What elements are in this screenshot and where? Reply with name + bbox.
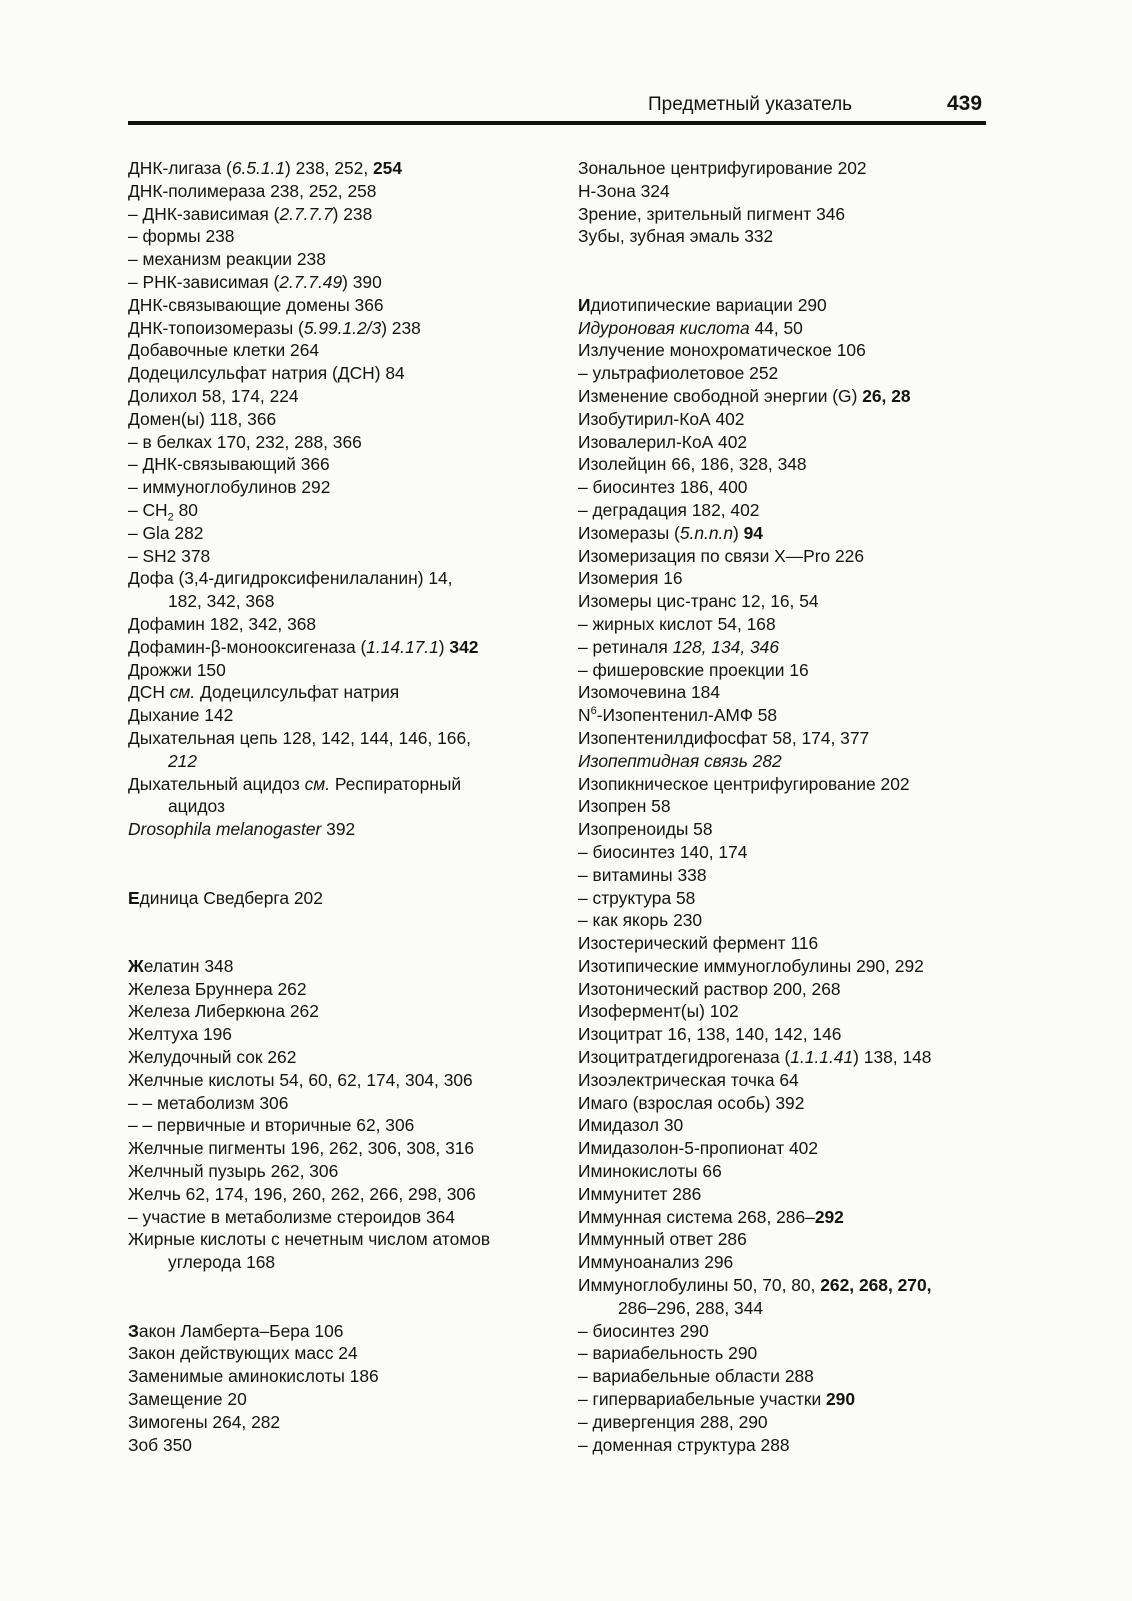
index-entry-text: H-Зона 324 [578, 180, 670, 201]
index-entry [578, 818, 998, 841]
index-entry-text: ДНК-лигаза ( [128, 158, 232, 178]
index-entry-text: 182, 342, 368 [168, 591, 275, 612]
index-entry-text: Изотипические иммуноглобулины 290, 292 [578, 955, 924, 976]
index-entry [578, 1274, 998, 1297]
index-entry-text: Изомеры цис-транс 12, 16, 54 [578, 591, 819, 612]
index-entry-text: Drosophila melanogaster [128, 819, 322, 840]
index-entry-text: 80 [173, 499, 198, 520]
index-entry-text: – механизм реакции 238 [128, 249, 326, 270]
index-entry [128, 271, 568, 294]
index-entry-text: 6.5.1.1 [231, 158, 286, 178]
index-entry [578, 1297, 998, 1320]
index-entry [128, 727, 568, 750]
index-entry-text: Зимогены 264, 282 [128, 1411, 281, 1432]
index-entry [128, 1228, 568, 1251]
index-entry-text: 2 [167, 511, 174, 524]
index-entry-text: Имидазол 30 [578, 1115, 684, 1136]
index-entry [128, 773, 568, 796]
index-entry-text: Дофа (3,4-дигидроксифенилаланин) 14, [128, 568, 453, 589]
index-entry [578, 1114, 998, 1137]
index-entry-text: ДНК-связывающие домены 366 [128, 294, 384, 315]
index-entry [128, 1000, 568, 1023]
index-entry [578, 1228, 998, 1251]
index-entry-text: ) 238 [332, 203, 373, 224]
index-entry-text: Изолейцин 66, 186, 328, 348 [578, 454, 807, 475]
index-entry-text: – вариабельность 290 [578, 1343, 758, 1364]
index-entry-text: – фишеровские проекции 16 [578, 659, 809, 680]
index-entry [128, 453, 568, 476]
index-entry-text: ацидоз [168, 796, 225, 817]
index-entry-text: ДСН [128, 682, 170, 703]
index-entry-text: ) 138, 148 [853, 1047, 932, 1068]
index-entry [128, 1046, 568, 1069]
index-entry-text: Е [128, 887, 140, 908]
index-entry-text: Изопептидная связь 282 [578, 750, 782, 771]
index-entry-text: Домен(ы) 118, 366 [128, 408, 277, 429]
index-entry-text: 342 [449, 636, 479, 657]
index-entry-text: – Gla 282 [128, 522, 204, 543]
page-number: 439 [947, 92, 983, 115]
index-entry-text: ) [733, 522, 744, 543]
index-entry [128, 750, 568, 773]
index-entry [128, 248, 568, 271]
index-entry-text: Изопентенилдифосфат 58, 174, 377 [578, 727, 870, 748]
index-entry-text: Ж [128, 955, 144, 976]
index-entry-text: Железа Либеркюна 262 [128, 1001, 319, 1022]
index-entry-text: Изоцитрат 16, 138, 140, 142, 146 [578, 1024, 842, 1045]
index-entry-text: -Изопентенил-АМФ 58 [596, 705, 778, 726]
index-entry-text: ) [438, 636, 450, 657]
index-entry-text: Излучение монохроматическое 106 [578, 340, 866, 361]
index-entry [578, 1342, 998, 1365]
index-entry-text: – как якорь 230 [578, 910, 703, 931]
index-entry-text: – ультрафиолетовое 252 [578, 363, 779, 384]
index-entry [128, 955, 568, 978]
index-entry [578, 773, 998, 796]
index-entry-text: – формы 238 [128, 226, 235, 247]
index-entry-text: – вариабельные области 288 [578, 1366, 814, 1387]
index-entry [578, 590, 998, 613]
index-entry [128, 567, 568, 590]
index-entry-text: акон Ламберта–Бера 106 [138, 1320, 344, 1341]
index-entry-text: Изобутирил-КоА 402 [578, 408, 745, 429]
index-entry-text: Дофамин 182, 342, 368 [128, 613, 317, 634]
index-entry-text: Изоэлектрическая точка 64 [578, 1069, 799, 1090]
index-entry-text: Иминокислоты 66 [578, 1161, 722, 1182]
index-entry [578, 681, 998, 704]
index-entry-text: – биосинтез 140, 174 [578, 841, 748, 862]
index-entry [128, 317, 568, 340]
index-entry [128, 408, 568, 431]
index-entry-text: 26, 28 [862, 385, 911, 406]
index-entry-text: – витамины 338 [578, 864, 707, 885]
index-entry [128, 476, 568, 499]
index-entry [578, 385, 998, 408]
index-entry-text: 2.7.7.49 [279, 271, 343, 292]
index-entry-text: Изменение свободной энергии (G) [578, 385, 863, 406]
index-entry-text: Респираторный [330, 773, 462, 794]
index-entry [578, 795, 998, 818]
index-entry [128, 499, 568, 522]
index-entry [128, 818, 568, 841]
index-entry [578, 1434, 998, 1457]
index-entry [128, 887, 568, 910]
index-entry [128, 203, 568, 226]
index-entry-text: Изопрен 58 [578, 796, 671, 817]
index-entry-text: Жирные кислоты с нечетным числом атомов [128, 1229, 491, 1250]
index-spacer [128, 864, 568, 887]
index-entry-text: – ДНК-зависимая ( [128, 203, 280, 224]
index-column-right [578, 157, 998, 1456]
index-entry [578, 932, 998, 955]
index-entry-text: 292 [814, 1206, 844, 1227]
index-entry [578, 225, 998, 248]
index-entry [578, 750, 998, 773]
index-entry [578, 453, 998, 476]
index-entry-text: – SH2 378 [128, 545, 211, 566]
index-entry-text: диотипические вариации 290 [590, 294, 827, 315]
index-entry [128, 795, 568, 818]
index-entry [128, 545, 568, 568]
index-entry-text: 5.99.1.2/3 [303, 317, 382, 338]
index-entry-text: 2.7.7.7 [279, 203, 333, 224]
index-entry [128, 636, 568, 659]
index-entry [128, 659, 568, 682]
index-entry-text: Зоб 350 [128, 1434, 192, 1455]
index-entry-text: 212 [168, 750, 198, 771]
index-spacer [128, 909, 568, 932]
index-entry [128, 681, 568, 704]
index-entry [128, 1160, 568, 1183]
index-entry [128, 1434, 568, 1457]
index-entry [578, 362, 998, 385]
index-entry-text: – структура 58 [578, 887, 696, 908]
index-entry-text: 290 [826, 1389, 856, 1410]
index-entry [128, 1411, 568, 1434]
index-column-left [128, 157, 568, 1456]
index-entry-text: – участие в метаболизме стероидов 364 [128, 1206, 456, 1227]
index-entry-text: 6 [590, 705, 597, 718]
index-entry-text: Изоцитратдегидрогеназа ( [578, 1047, 791, 1068]
index-entry [578, 887, 998, 910]
index-entry [128, 1206, 568, 1229]
index-entry-text: Иммунитет 286 [578, 1183, 702, 1204]
index-entry-text: 44, 50 [749, 317, 803, 338]
index-entry-text: диница Сведберга 202 [139, 887, 323, 908]
index-entry [128, 1342, 568, 1365]
index-entry [128, 1092, 568, 1115]
index-entry [128, 978, 568, 1001]
index-spacer [578, 248, 998, 271]
index-entry [578, 1365, 998, 1388]
index-entry-text: – гипервариабельные участки [578, 1389, 827, 1410]
index-entry [578, 408, 998, 431]
index-entry-text: Имаго (взрослая особь) 392 [578, 1092, 805, 1113]
index-entry [578, 522, 998, 545]
index-entry-text: Изомочевина 184 [578, 682, 721, 703]
index-entry [128, 1183, 568, 1206]
index-entry [128, 1251, 568, 1274]
index-entry-text: Изомерия 16 [578, 568, 683, 589]
index-entry [578, 157, 998, 180]
index-entry-text: ДНК-топоизомеразы ( [128, 317, 304, 338]
index-entry-text: ) 238, 252, [285, 158, 373, 178]
index-entry-text: углерода 168 [168, 1252, 276, 1273]
index-entry [578, 1411, 998, 1434]
index-entry-text: Зубы, зубная эмаль 332 [578, 226, 774, 247]
index-entry-text: З [128, 1320, 139, 1341]
index-entry [578, 1206, 998, 1229]
index-entry-text: Иммуноглобулины 50, 70, 80, [578, 1275, 821, 1296]
index-entry [578, 180, 998, 203]
index-entry [128, 590, 568, 613]
index-entry [578, 545, 998, 568]
index-entry-text: Желтуха 196 [128, 1024, 232, 1045]
header-rule [128, 121, 986, 125]
index-entry-text: – дивергенция 288, 290 [578, 1411, 768, 1432]
index-entry [128, 1388, 568, 1411]
index-entry [578, 1320, 998, 1343]
index-entry-text: Дыхательный ацидоз [128, 773, 305, 794]
index-entry-text: Желчные пигменты 196, 262, 306, 308, 316 [128, 1138, 475, 1159]
index-entry-text: ) 390 [342, 271, 382, 292]
index-entry-text: Добавочные клетки 264 [128, 340, 320, 361]
index-entry [578, 1388, 998, 1411]
index-spacer [128, 841, 568, 864]
index-entry [128, 704, 568, 727]
index-entry [128, 157, 568, 180]
index-entry-text: Желудочный сок 262 [128, 1047, 297, 1068]
index-spacer [578, 271, 998, 294]
index-entry-text: Желчь 62, 174, 196, 260, 262, 266, 298, 306 [128, 1183, 476, 1204]
index-entry-text: – иммуноглобулинов 292 [128, 477, 331, 498]
index-entry [578, 1160, 998, 1183]
index-entry-text: Дрожжи 150 [128, 659, 226, 680]
index-spacer [128, 1274, 568, 1297]
index-spacer [128, 932, 568, 955]
index-entry [128, 1137, 568, 1160]
index-entry-text: см. [169, 682, 196, 703]
index-entry [578, 978, 998, 1001]
index-entry-text: 254 [373, 158, 403, 178]
index-entry [578, 317, 998, 340]
index-entry-text: Дыхание 142 [128, 705, 234, 726]
index-entry-text: ДНК-полимераза 238, 252, 258 [128, 180, 377, 201]
index-entry [128, 1365, 568, 1388]
index-entry [578, 431, 998, 454]
index-entry [578, 841, 998, 864]
index-entry [128, 613, 568, 636]
index-entry-text: – ретиналя [578, 636, 673, 657]
index-entry-text: 94 [743, 522, 763, 543]
index-entry [578, 294, 998, 317]
index-entry-text: Иммунный ответ 286 [578, 1229, 747, 1250]
index-entry-text: – ДНК-связывающий 366 [128, 454, 330, 475]
index-entry-text: Изовалерил-КоА 402 [578, 431, 748, 452]
index-entry [578, 909, 998, 932]
index-entry [578, 1000, 998, 1023]
index-entry-text: – биосинтез 186, 400 [578, 477, 748, 498]
index-entry-text: Изофермент(ы) 102 [578, 1001, 739, 1022]
index-entry [578, 1023, 998, 1046]
index-entry [578, 1046, 998, 1069]
index-entry [128, 339, 568, 362]
index-entry-text: Дыхательная цепь 128, 142, 144, 146, 166, [128, 727, 471, 748]
index-entry-text: Зональное центрифугирование 202 [578, 158, 867, 178]
index-spacer [128, 1297, 568, 1320]
index-entry-text: Закон действующих масс 24 [128, 1343, 358, 1364]
index-entry-text: И [578, 294, 591, 315]
index-entry-text: Изопреноиды 58 [578, 819, 713, 840]
index-entry [578, 1183, 998, 1206]
index-entry-text: N [578, 705, 591, 726]
index-entry-text: см. [304, 773, 331, 794]
index-entry-text: 1.14.17.1 [366, 636, 439, 657]
index-entry [578, 339, 998, 362]
index-entry-text: – жирных кислот 54, 168 [578, 613, 776, 634]
index-entry-text: – биосинтез 290 [578, 1320, 709, 1341]
index-entry-text: – – первичные и вторичные 62, 306 [128, 1115, 415, 1136]
index-entry-text: Железа Бруннера 262 [128, 978, 307, 999]
index-entry [128, 362, 568, 385]
index-entry [128, 294, 568, 317]
index-entry [578, 955, 998, 978]
index-entry-text: 392 [321, 819, 356, 840]
index-entry-text: Заменимые аминокислоты 186 [128, 1366, 379, 1387]
index-entry [578, 1137, 998, 1160]
index-entry [578, 567, 998, 590]
index-entry [578, 704, 998, 727]
index-entry [128, 522, 568, 545]
index-entry [128, 431, 568, 454]
index-entry [128, 1023, 568, 1046]
index-entry-text: – – метаболизм 306 [128, 1092, 289, 1113]
index-entry-text: Изопикническое центрифугирование 202 [578, 773, 910, 794]
index-entry-text: Додецилсульфат натрия [195, 682, 400, 703]
index-entry-text: Изомеризация по связи X—Pro 226 [578, 545, 865, 566]
index-entry-text: – деградация 182, 402 [578, 499, 760, 520]
index-entry-text: Изомеразы ( [578, 522, 680, 543]
index-entry-text: Имидазолон-5-пропионат 402 [578, 1138, 819, 1159]
index-entry-text: – доменная структура 288 [578, 1434, 790, 1455]
index-entry-text: Идуроновая кислота [578, 317, 750, 338]
index-entry-text: Изотонический раствор 200, 268 [578, 978, 841, 999]
index-entry [128, 1114, 568, 1137]
index-entry [128, 1320, 568, 1343]
index-entry [578, 1069, 998, 1092]
index-entry-text: Желчные кислоты 54, 60, 62, 174, 304, 306 [128, 1069, 473, 1090]
index-entry-text: 262, 268, 270, [820, 1275, 932, 1296]
index-entry-text: Желчный пузырь 262, 306 [128, 1161, 339, 1182]
index-entry-text: 286–296, 288, 344 [618, 1297, 764, 1318]
index-entry [578, 203, 998, 226]
index-entry-text: елатин 348 [143, 955, 234, 976]
index-entry [578, 659, 998, 682]
index-entry [578, 499, 998, 522]
index-entry [128, 1069, 568, 1092]
index-entry [578, 476, 998, 499]
index-entry-text: Додецилсульфат натрия (ДСН) 84 [128, 363, 405, 384]
index-entry [578, 613, 998, 636]
index-entry [578, 1251, 998, 1274]
index-entry [578, 727, 998, 750]
index-entry [128, 385, 568, 408]
index-entry [578, 636, 998, 659]
index-entry-text: Долихол 58, 174, 224 [128, 385, 299, 406]
index-entry-text: Дофамин-β-монооксигеназа ( [128, 636, 367, 657]
index-entry [128, 180, 568, 203]
index-entry-text: 5.n.n.n [679, 522, 734, 543]
index-entry-text: Замещение 20 [128, 1389, 247, 1410]
index-entry [128, 225, 568, 248]
index-entry-text: 128, 134, 346 [672, 636, 779, 657]
index-entry-text: Иммунная система 268, 286– [578, 1206, 815, 1227]
index-entry-text: ) 238 [381, 317, 421, 338]
index-entry-text: Изостерический фермент 116 [578, 933, 819, 954]
index-entry-text: 1.1.1.41 [790, 1047, 854, 1068]
index-entry-text: Иммуноанализ 296 [578, 1252, 734, 1273]
section-title: Предметный указатель [648, 94, 853, 115]
index-entry [578, 1092, 998, 1115]
index-entry [578, 864, 998, 887]
index-entry-text: – в белках 170, 232, 288, 366 [128, 431, 362, 452]
index-entry-text: – РНК-зависимая ( [128, 271, 280, 292]
index-entry-text: – CH [128, 499, 168, 520]
index-entry-text: Зрение, зрительный пигмент 346 [578, 203, 846, 224]
